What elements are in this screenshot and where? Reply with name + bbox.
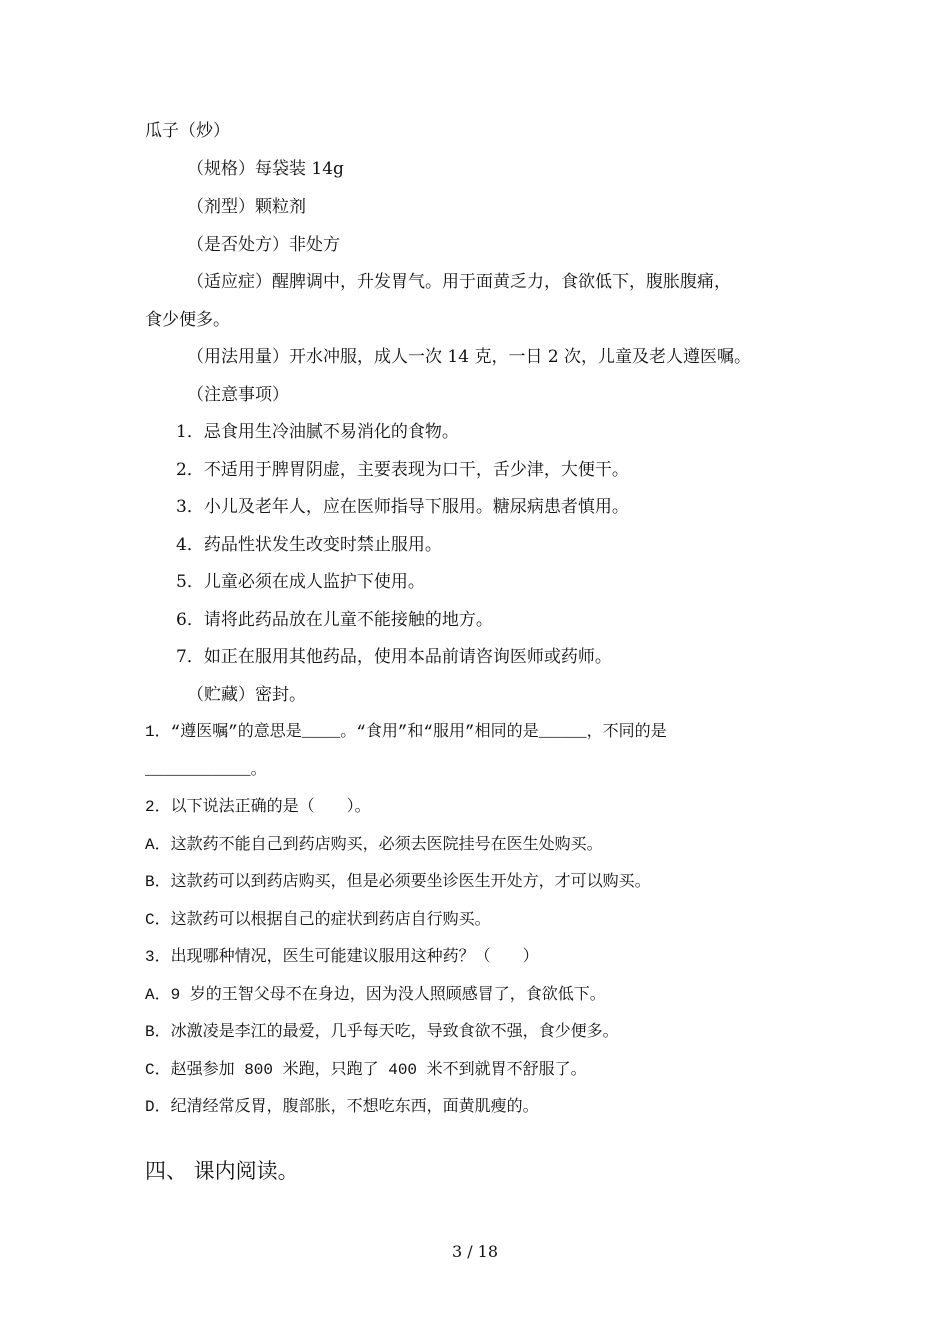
page-number: 3 / 18: [451, 1242, 499, 1261]
drug-prescription: （是否处方）非处方: [187, 235, 340, 255]
question-2-option: C．这款药可以根据自己的症状到药店自行购买。: [145, 911, 491, 929]
question-2-option: B．这款药可以到药店购买，但是必须要坐诊医生开处方，才可以购买。: [145, 873, 651, 891]
question-1: 1．“遵医嘱”的意思是____。“食用”和“服用”相同的是_____，不同的是: [145, 723, 667, 741]
question-3: 3．出现哪种情况，医生可能建议服用这种药？（ ）: [145, 948, 539, 966]
drug-form: （剂型）颗粒剂: [187, 197, 306, 217]
drug-note-item: 5．儿童必须在成人监护下使用。: [176, 572, 425, 592]
drug-notes-title: （注意事项）: [187, 385, 289, 405]
drug-indication-cont: 食少便多。: [145, 310, 230, 330]
drug-note-item: 3．小儿及老年人，应在医师指导下服用。糖尿病患者慎用。: [176, 497, 629, 517]
section-heading: 四、 课内阅读。: [145, 1159, 299, 1183]
question-2: 2．以下说法正确的是（ ）。: [145, 798, 371, 816]
question-2-option: A．这款药不能自己到药店购买，必须去医院挂号在医生处购买。: [145, 836, 603, 854]
question-3-option: C．赵强参加 800 米跑，只跑了 400 米不到就胃不舒服了。: [145, 1061, 587, 1079]
drug-indication: （适应症）醒脾调中，升发胃气。用于面黄乏力，食欲低下，腹胀腹痛，: [187, 272, 731, 292]
question-3-option: D．纪清经常反胃，腹部胀，不想吃东西，面黄肌瘦的。: [145, 1098, 539, 1116]
drug-dosage: （用法用量）开水冲服，成人一次 14 克，一日 2 次，儿童及老人遵医嘱。: [187, 347, 752, 367]
question-3-option: A．9 岁的王智父母不在身边，因为没人照顾感冒了，食欲低下。: [145, 986, 606, 1004]
drug-spec: （规格）每袋装 14g: [187, 159, 344, 179]
drug-note-item: 4．药品性状发生改变时禁止服用。: [176, 535, 442, 555]
drug-note-item: 2．不适用于脾胃阴虚，主要表现为口干，舌少津，大便干。: [176, 460, 629, 480]
drug-label-name: 瓜子（炒）: [145, 121, 230, 141]
drug-note-item: 6．请将此药品放在儿童不能接触的地方。: [176, 610, 493, 630]
question-1-blank: ___________。: [145, 761, 267, 779]
drug-note-item: 1．忌食用生冷油腻不易消化的食物。: [176, 422, 459, 442]
question-3-option: B．冰激凌是李江的最爱，几乎每天吃，导致食欲不强，食少便多。: [145, 1023, 619, 1041]
drug-storage: （贮藏）密封。: [187, 685, 306, 705]
drug-note-item: 7．如正在服用其他药品，使用本品前请咨询医师或药师。: [176, 647, 612, 667]
